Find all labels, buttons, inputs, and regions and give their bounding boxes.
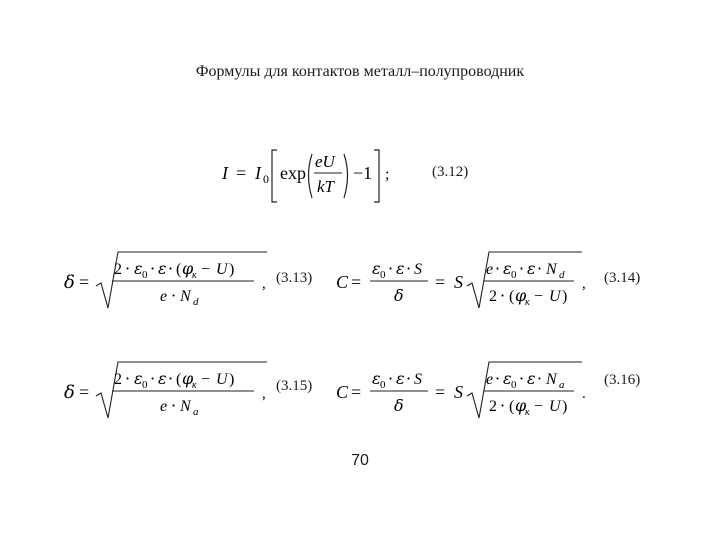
page-number: 70 bbox=[351, 452, 369, 469]
formula-3-14-label: (3.14) bbox=[604, 270, 641, 286]
svg-text:−1: −1 bbox=[353, 163, 373, 183]
formula-3-12 bbox=[222, 144, 402, 204]
svg-text:к: к bbox=[525, 407, 530, 418]
svg-text:·: · bbox=[168, 259, 174, 278]
svg-text:e: e bbox=[160, 288, 168, 305]
svg-text:0: 0 bbox=[511, 269, 517, 281]
svg-text:·: · bbox=[519, 259, 525, 278]
formula-3-13 bbox=[62, 250, 272, 310]
svg-text:ε: ε bbox=[503, 259, 512, 278]
svg-text:(: ( bbox=[176, 261, 182, 278]
svg-text:N: N bbox=[180, 398, 191, 415]
svg-text:d: d bbox=[559, 269, 565, 281]
svg-text:,: , bbox=[262, 276, 266, 292]
formula-3-14-graphic bbox=[334, 250, 594, 310]
svg-text:·: · bbox=[125, 369, 131, 388]
svg-text:φ: φ bbox=[182, 369, 194, 388]
svg-text:U: U bbox=[216, 261, 228, 278]
svg-text:ε: ε bbox=[527, 369, 536, 388]
formula-3-16 bbox=[334, 360, 594, 420]
svg-text:δ: δ bbox=[394, 286, 404, 305]
svg-text:;: ; bbox=[385, 166, 390, 183]
svg-text:): ) bbox=[562, 288, 568, 305]
svg-text:ε: ε bbox=[134, 259, 143, 278]
svg-text:2: 2 bbox=[489, 288, 497, 305]
svg-text:δ: δ bbox=[64, 272, 75, 293]
svg-text:ε: ε bbox=[134, 369, 143, 388]
svg-text:·: · bbox=[125, 259, 131, 278]
svg-text:exp: exp bbox=[280, 163, 306, 183]
svg-text:·: · bbox=[495, 369, 501, 388]
formula-3-13-graphic bbox=[62, 250, 272, 310]
svg-text:N: N bbox=[180, 288, 191, 305]
svg-text:U: U bbox=[549, 288, 561, 305]
svg-text:ε: ε bbox=[396, 369, 405, 388]
formula-3-12-graphic bbox=[222, 144, 402, 204]
svg-text:=: = bbox=[435, 272, 446, 292]
svg-text:I: I bbox=[255, 163, 261, 183]
svg-text:S: S bbox=[454, 382, 463, 402]
svg-text:): ) bbox=[229, 371, 235, 388]
svg-text:U: U bbox=[549, 398, 561, 415]
svg-text:·: · bbox=[168, 369, 174, 388]
svg-text:ε: ε bbox=[372, 369, 381, 388]
svg-text:S: S bbox=[414, 261, 422, 278]
svg-text:): ) bbox=[562, 398, 568, 415]
svg-text:kT: kT bbox=[317, 177, 334, 196]
svg-text:·: · bbox=[500, 286, 506, 305]
formula-3-16-label: (3.16) bbox=[604, 372, 641, 388]
svg-text:0: 0 bbox=[511, 379, 517, 391]
svg-text:=: = bbox=[435, 382, 446, 402]
svg-text:C: C bbox=[336, 382, 349, 402]
svg-text:ε: ε bbox=[372, 259, 381, 278]
formula-3-13-label: (3.13) bbox=[276, 270, 313, 286]
svg-text:(: ( bbox=[176, 371, 182, 388]
svg-text:,: , bbox=[582, 276, 586, 292]
svg-text:0: 0 bbox=[380, 269, 386, 281]
svg-text:S: S bbox=[414, 371, 422, 388]
svg-text:·: · bbox=[406, 259, 412, 278]
svg-text:φ: φ bbox=[515, 286, 527, 305]
svg-text:,: , bbox=[262, 386, 266, 402]
svg-text:·: · bbox=[537, 369, 543, 388]
svg-text:ε: ε bbox=[527, 259, 536, 278]
svg-text:φ: φ bbox=[515, 396, 527, 415]
svg-text:a: a bbox=[193, 406, 199, 418]
svg-text:e: e bbox=[486, 261, 494, 278]
svg-text:C: C bbox=[336, 272, 349, 292]
svg-text:U: U bbox=[216, 371, 228, 388]
svg-text:−: − bbox=[201, 371, 211, 388]
svg-text:−: − bbox=[201, 261, 211, 278]
svg-text:.: . bbox=[582, 386, 586, 402]
svg-text:d: d bbox=[193, 296, 199, 308]
svg-text:·: · bbox=[500, 396, 506, 415]
svg-text:·: · bbox=[406, 369, 412, 388]
svg-text:ε: ε bbox=[503, 369, 512, 388]
svg-text:·: · bbox=[171, 286, 177, 305]
svg-text:e: e bbox=[486, 371, 494, 388]
formula-3-15 bbox=[62, 360, 272, 420]
svg-text:N: N bbox=[546, 261, 557, 278]
svg-text:2: 2 bbox=[114, 261, 122, 278]
formula-3-14 bbox=[334, 250, 594, 310]
svg-text:·: · bbox=[150, 259, 156, 278]
slide-title: Формулы для контактов металл–полупроводник bbox=[195, 63, 525, 80]
svg-text:0: 0 bbox=[142, 379, 148, 391]
svg-text:к: к bbox=[525, 297, 530, 308]
svg-text:·: · bbox=[537, 259, 543, 278]
formula-3-15-graphic bbox=[62, 360, 272, 420]
svg-text:(: ( bbox=[509, 288, 515, 305]
formula-3-12-label: (3.12) bbox=[432, 164, 469, 180]
svg-text:ε: ε bbox=[158, 369, 167, 388]
svg-text:·: · bbox=[519, 369, 525, 388]
svg-text:−: − bbox=[534, 398, 544, 415]
svg-text:I: I bbox=[222, 163, 228, 183]
svg-text:·: · bbox=[171, 396, 177, 415]
svg-text:N: N bbox=[546, 371, 557, 388]
svg-text:φ: φ bbox=[182, 259, 194, 278]
svg-text:0: 0 bbox=[142, 269, 148, 281]
svg-text:2: 2 bbox=[489, 398, 497, 415]
svg-text:2: 2 bbox=[114, 371, 122, 388]
svg-text:=: = bbox=[79, 382, 90, 402]
svg-text:−: − bbox=[534, 288, 544, 305]
svg-text:·: · bbox=[495, 259, 501, 278]
svg-text:·: · bbox=[388, 259, 394, 278]
formula-3-16-graphic bbox=[334, 360, 594, 420]
svg-text:e: e bbox=[160, 398, 168, 415]
svg-text:=: = bbox=[79, 272, 90, 292]
svg-text:·: · bbox=[150, 369, 156, 388]
svg-text:=: = bbox=[236, 163, 247, 183]
svg-text:к: к bbox=[192, 380, 197, 391]
svg-text:): ) bbox=[229, 261, 235, 278]
svg-text:S: S bbox=[454, 272, 463, 292]
svg-text:=: = bbox=[351, 272, 362, 292]
svg-text:=: = bbox=[351, 382, 362, 402]
formula-3-15-label: (3.15) bbox=[276, 378, 313, 394]
svg-text:eU: eU bbox=[315, 152, 335, 171]
svg-text:δ: δ bbox=[64, 382, 75, 403]
svg-text:δ: δ bbox=[394, 396, 404, 415]
svg-text:к: к bbox=[192, 270, 197, 281]
svg-text:0: 0 bbox=[380, 379, 386, 391]
svg-text:·: · bbox=[388, 369, 394, 388]
svg-text:ε: ε bbox=[158, 259, 167, 278]
svg-text:0: 0 bbox=[263, 172, 269, 186]
svg-text:a: a bbox=[559, 379, 565, 391]
svg-text:(: ( bbox=[509, 398, 515, 415]
svg-text:ε: ε bbox=[396, 259, 405, 278]
